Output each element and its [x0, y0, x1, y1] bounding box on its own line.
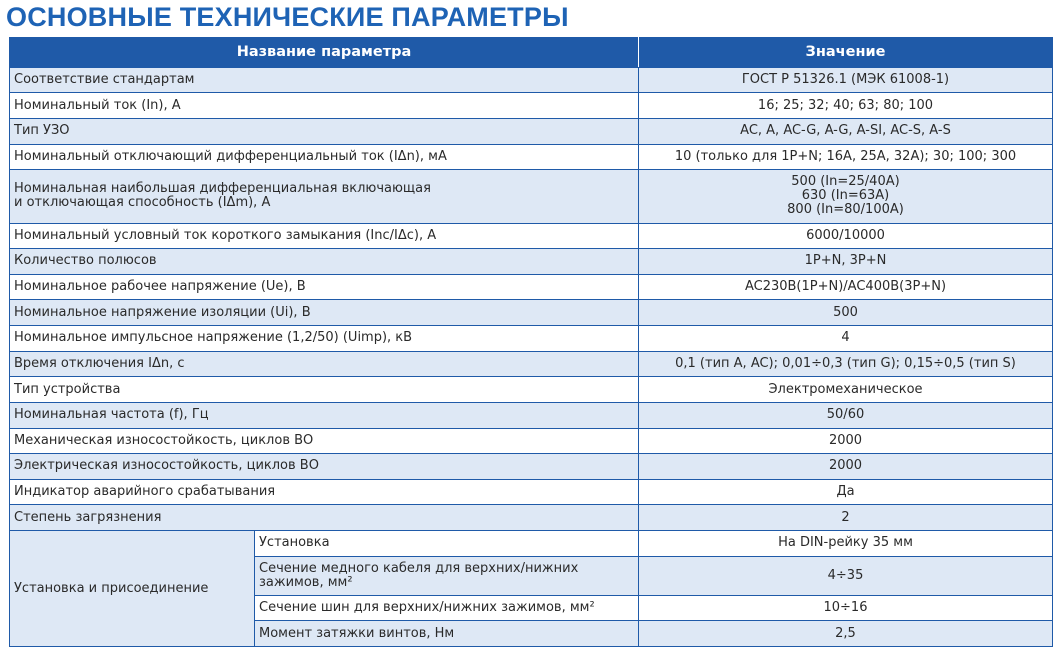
- param-label: Момент затяжки винтов, Нм: [255, 621, 639, 647]
- param-value: 1P+N, 3P+N: [639, 249, 1053, 275]
- param-label-line: зажимов, мм²: [259, 574, 353, 590]
- param-value: 2: [639, 505, 1053, 531]
- param-value: 50/60: [639, 402, 1053, 428]
- param-value: 500: [639, 300, 1053, 326]
- table-row: [10, 428, 1053, 454]
- param-label: [10, 170, 639, 223]
- param-label: Установка: [255, 531, 639, 557]
- page-title: ОСНОВНЫЕ ТЕХНИЧЕСКИЕ ПАРАМЕТРЫ: [6, 2, 569, 32]
- table-row: [10, 402, 1053, 428]
- param-label: [255, 556, 639, 595]
- param-label: Степень загрязнения: [10, 505, 639, 531]
- param-value: AC, A, AC-G, A-G, A-SI, AC-S, A-S: [639, 118, 1053, 144]
- param-value: 4÷35: [639, 556, 1053, 595]
- param-label: Количество полюсов: [10, 249, 639, 275]
- parameters-table: [9, 37, 1053, 647]
- table-row: [10, 479, 1053, 505]
- param-label: Электрическая износостойкость, циклов ВО: [10, 454, 639, 480]
- param-value: 10 (только для 1P+N; 16А, 25А, 32А); 30; 100; 300: [639, 144, 1053, 170]
- table-row: [10, 249, 1053, 275]
- header-param: Название параметра: [10, 38, 639, 68]
- table-row: [10, 118, 1053, 144]
- param-value: AC230В(1P+N)/AC400В(3P+N): [639, 274, 1053, 300]
- param-label: Номинальное импульсное напряжение (1,2/50) (Uimp), кВ: [10, 326, 639, 352]
- param-label: Соответствие стандартам: [10, 67, 639, 93]
- param-label: Номинальное рабочее напряжение (Ue), В: [10, 274, 639, 300]
- param-value: 16; 25; 32; 40; 63; 80; 100: [639, 93, 1053, 119]
- param-value: 4: [639, 326, 1053, 352]
- param-label: Механическая износостойкость, циклов ВО: [10, 428, 639, 454]
- table-row: [10, 326, 1053, 352]
- table-row: [10, 454, 1053, 480]
- table-row: [10, 93, 1053, 119]
- param-value: Да: [639, 479, 1053, 505]
- table-row: [10, 274, 1053, 300]
- table-row: [10, 300, 1053, 326]
- param-label: Тип УЗО: [10, 118, 639, 144]
- param-value: [639, 170, 1053, 223]
- param-label: Тип устройства: [10, 377, 639, 403]
- table-header-row: [10, 38, 1053, 68]
- table-row: [10, 531, 1053, 557]
- table-row: [10, 377, 1053, 403]
- param-value-line: 800 (In=80/100А): [787, 202, 904, 218]
- table-row: [10, 223, 1053, 249]
- param-label: Время отключения IΔn, с: [10, 351, 639, 377]
- param-label: Номинальная частота (f), Гц: [10, 402, 639, 428]
- param-label: Сечение шин для верхних/нижних зажимов, мм²: [255, 595, 639, 621]
- param-label: Номинальный условный ток короткого замыкания (Inc/IΔc), А: [10, 223, 639, 249]
- param-label: Номинальный ток (In), А: [10, 93, 639, 119]
- param-value: 2000: [639, 428, 1053, 454]
- param-label-line: и отключающая способность (IΔm), А: [14, 195, 271, 211]
- param-value-line: 630 (In=63А): [801, 188, 890, 204]
- param-value: 2,5: [639, 621, 1053, 647]
- table-row: [10, 505, 1053, 531]
- param-value-line: 500 (In=25/40А): [791, 174, 900, 190]
- header-value: Значение: [639, 38, 1053, 68]
- param-value: ГОСТ Р 51326.1 (МЭК 61008-1): [639, 67, 1053, 93]
- param-label: Индикатор аварийного срабатывания: [10, 479, 639, 505]
- table-row: [10, 144, 1053, 170]
- param-value: 2000: [639, 454, 1053, 480]
- param-label: Номинальный отключающий дифференциальный ток (IΔn), мА: [10, 144, 639, 170]
- param-value: 6000/10000: [639, 223, 1053, 249]
- installation-group-label: Установка и присоединение: [10, 531, 255, 647]
- param-value: На DIN-рейку 35 мм: [639, 531, 1053, 557]
- table-row: [10, 351, 1053, 377]
- param-label: Номинальное напряжение изоляции (Ui), В: [10, 300, 639, 326]
- param-label-line: Сечение медного кабеля для верхних/нижних: [259, 560, 579, 576]
- param-value: Электромеханическое: [639, 377, 1053, 403]
- param-value: 0,1 (тип A, AC); 0,01÷0,3 (тип G); 0,15÷0,5 (тип S): [639, 351, 1053, 377]
- table-row: [10, 67, 1053, 93]
- table-row: [10, 170, 1053, 223]
- param-label-line: Номинальная наибольшая дифференциальная включающая: [14, 181, 431, 197]
- param-value: 10÷16: [639, 595, 1053, 621]
